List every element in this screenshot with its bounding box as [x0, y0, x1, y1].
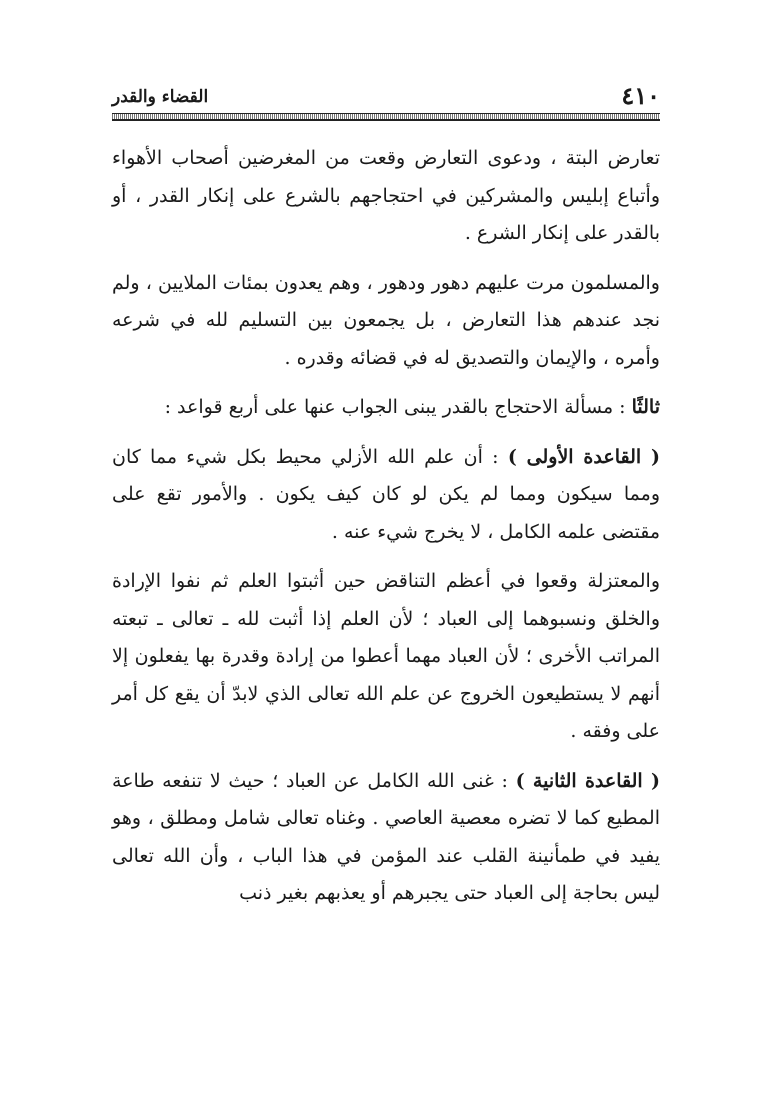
page-number: ٤١٠ — [621, 81, 660, 110]
paragraph-text: والمعتزلة وقعوا في أعظم التناقض حين أثبتوا العلم ثم نفوا الإرادة والخلق ونسبوهما إلى العباد ؛ لأن العلم إذا أثبت لله ـ تعالى ـ تبعته المراتب الأخرى ؛ لأن العباد مهما أعطوا من إرادة وقدرة بها يفعلون إلا أنهم لا يستطيعون الخروج عن علم الله تعالى الذي لابدّ أن يقع كل أمر على وفقه . — [112, 570, 660, 742]
paragraph-text: والمسلمون مرت عليهم دهور ودهور ، وهم يعدون بمئات الملايين ، ولم نجد عندهم هذا التعارض ، بل يجمعون بين التسليم لله في شرعه وأمره ، والإيمان والتصديق له في قضائه وقدره . — [112, 271, 660, 369]
paragraph-lead: ( القاعدة الثانية ) — [515, 769, 660, 792]
paragraph — [112, 563, 660, 751]
paragraph-lead: ( القاعدة الأولى ) — [507, 445, 660, 468]
page-header — [112, 82, 660, 112]
paragraph-text: تعارض البتة ، ودعوى التعارض وقعت من المغرضين أصحاب الأهواء وأتباع إبليس والمشركين في احتجاجهم بالشرع على إنكار القدر ، أو بالقدر على إنكار الشرع . — [112, 147, 660, 244]
header-rule — [112, 113, 660, 121]
paragraph — [112, 389, 660, 427]
paragraph — [112, 439, 660, 552]
paragraph — [112, 140, 660, 253]
paragraph-text: : غنى الله الكامل عن العباد ؛ حيث لا تنفعه طاعة المطيع كما لا تضره معصية العاصي . وغناه تعالى شامل ومطلق ، وهو يفيد في طمأنينة القلب عند المؤمن في هذا الباب ، وأن الله تعالى ليس بحاجة إلى العباد حتى يجبرهم أو يعذبهم بغير ذنب — [112, 769, 660, 904]
paragraph — [112, 763, 660, 913]
paragraph-lead: ثالثًا — [631, 396, 660, 418]
body-text — [112, 140, 660, 925]
paragraph-text: : مسألة الاحتجاج بالقدر يبنى الجواب عنها على أربع قواعد : — [164, 396, 632, 418]
running-title: القضاء والقدر — [112, 87, 209, 107]
paragraph-text: : أن علم الله الأزلي محيط بكل شيء مما كان ومما سيكون ومما لم يكن لو كان كيف يكون . والأمور تقع على مقتضى علمه الكامل ، لا يخرج شيء عنه . — [112, 445, 660, 543]
paragraph — [112, 265, 660, 378]
